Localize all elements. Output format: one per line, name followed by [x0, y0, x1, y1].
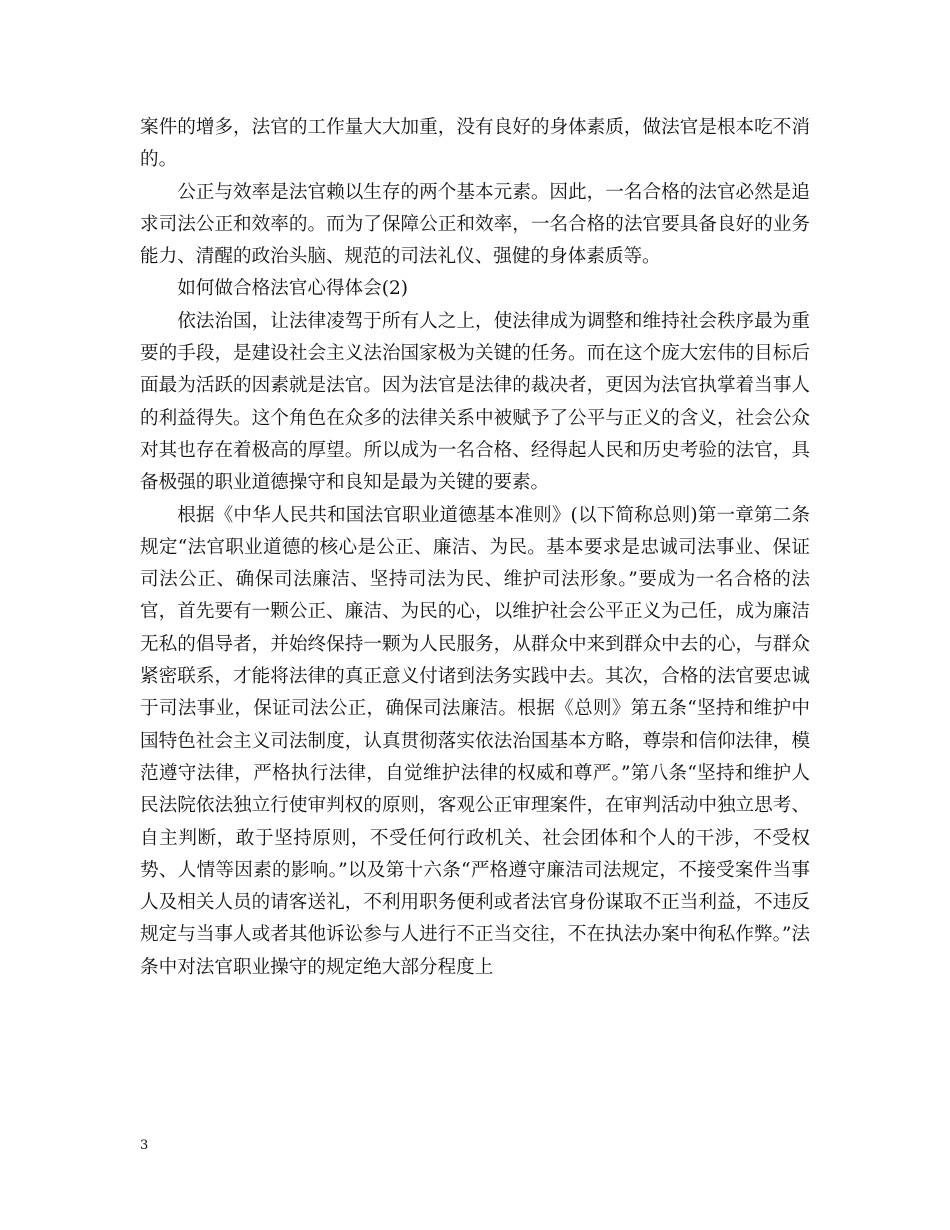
paragraph-3: 依法治国，让法律凌驾于所有人之上，使法律成为调整和维持社会秩序最为重要的手段，是建设社会主义法治国家极为关键的任务。而在这个庞大宏伟的目标后面最为活跃的因素就是法官。因为法官是法律的裁决者，更因为法官执掌着当事人的利益得失。这个角色在众多的法律关系中被赋予了公平与正义的含义，社会公众对其也存在着极高的厚望。所以成为一名合格、经得起人民和历史考验的法官，具备极强的职业道德操守和良知是最为关键的要素。 [140, 310, 810, 494]
document-body [140, 112, 810, 984]
paragraph-1: 案件的增多，法官的工作量大大加重，没有良好的身体素质，做法官是根本吃不消的。 [140, 117, 810, 171]
section-heading: 如何做合格法官心得体会(2) [177, 278, 409, 300]
paragraph-2: 公正与效率是法官赖以生存的两个基本元素。因此，一名合格的法官必然是追求司法公正和效率的。而为了保障公正和效率，一名合格的法官要具备良好的业务能力、清醒的政治头脑、规范的司法礼仪、强健的身体素质等。 [140, 181, 810, 268]
paragraph-4: 根据《中华人民共和国法官职业道德基本准则》(以下简称总则)第一章第二条规定“法官职业道德的核心是公正、廉洁、为民。基本要求是忠诚司法事业、保证司法公正、确保司法廉洁、坚持司法为民、维护司法形象。”要成为一名合格的法官，首先要有一颗公正、廉洁、为民的心，以维护社会公平正义为己任，成为廉洁无私的倡导者，并始终保持一颗为人民服务，从群众中来到群众中去的心，与群众紧密联系，才能将法律的真正意义付诸到法务实践中去。其次，合格的法官要忠诚于司法事业，保证司法公正，确保司法廉洁。根据《总则》第五条“坚持和维护中国特色社会主义司法制度，认真贯彻落实依法治国基本方略，尊崇和信仰法律，模范遵守法律，严格执行法律，自觉维护法律的权威和尊严。”第八条“坚持和维护人民法院依法独立行使审判权的原则，客观公正审理案件，在审判活动中独立思考、自主判断，敢于坚持原则，不受任何行政机关、社会团体和个人的干涉，不受权势、人情等因素的影响。”以及第十六条“严格遵守廉洁司法规定，不接受案件当事人及相关人员的请客送礼，不利用职务便利或者法官身份谋取不正当利益，不违反规定与当事人或者其他诉讼参与人进行不正当交往，不在执法办案中徇私作弊。”法条中对法官职业操守的规定绝大部分程度上 [140, 504, 810, 978]
page-number: 3 [140, 1138, 149, 1153]
